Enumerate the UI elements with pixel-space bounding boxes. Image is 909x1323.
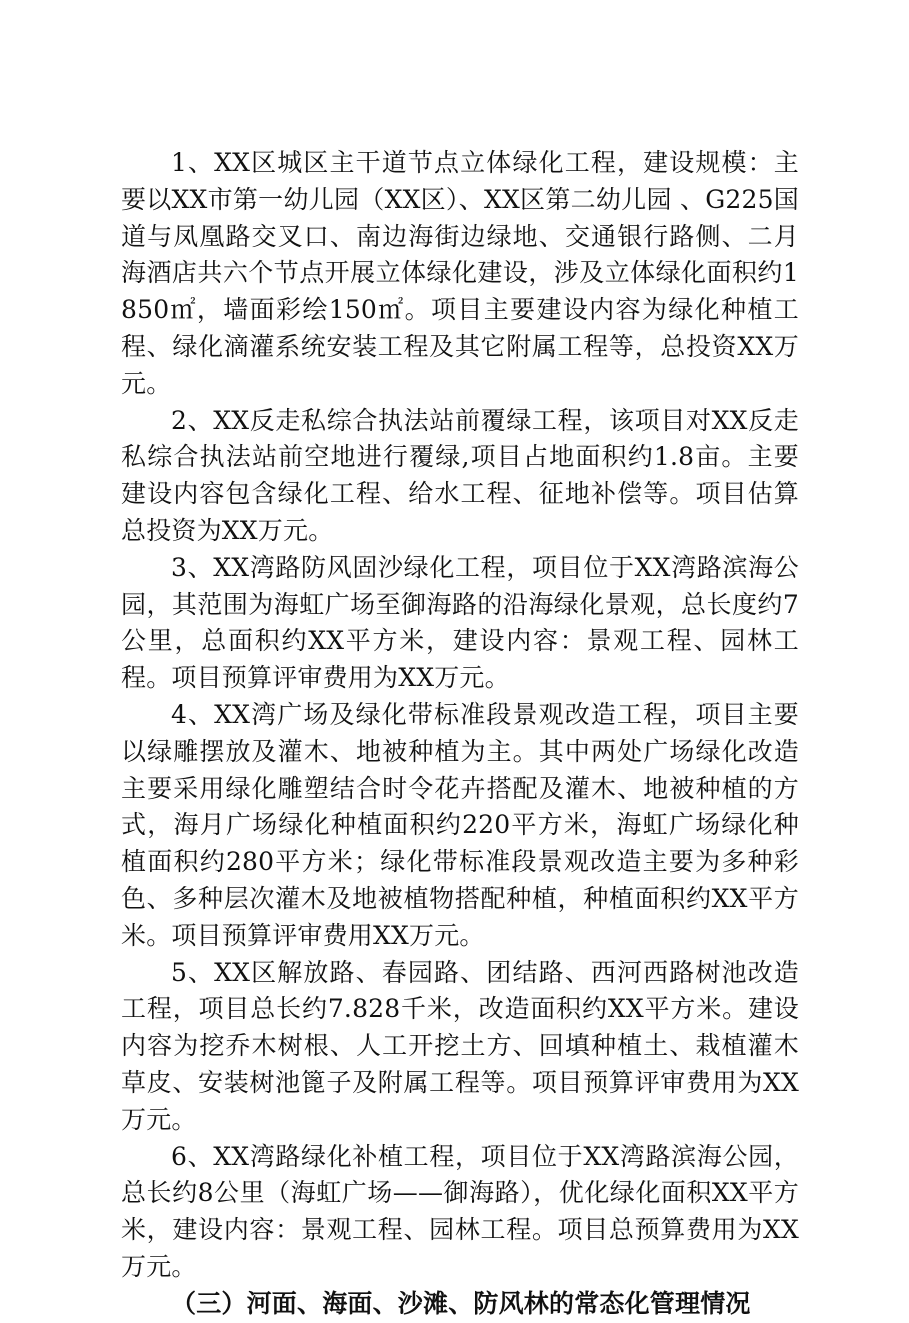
paragraph-project-3: 3、XX湾路防风固沙绿化工程，项目位于XX湾路滨海公园，其范围为海虹广场至御海路的沿海绿化景观，总长度约7公里，总面积约XX平方米，建设内容：景观工程、园林工程。项目预算评审费用为XX万元。: [121, 552, 799, 693]
paragraph-project-6: 6、XX湾路绿化补植工程，项目位于XX湾路滨海公园，总长约8公里（海虹广场——御海路），优化绿化面积XX平方米，建设内容：景观工程、园林工程。项目总预算费用为XX万元。: [121, 1141, 799, 1281]
paragraph-project-2: 2、XX反走私综合执法站前覆绿工程，该项目对XX反走私综合执法站前空地进行覆绿,项目占地面积约1.8亩。主要建设内容包含绿化工程、给水工程、征地补偿等。项目估算总投资为XX万元。: [121, 405, 799, 545]
document-body: [121, 145, 799, 1323]
paragraph-project-5: 5、XX区解放路、春园路、团结路、西河西路树池改造工程，项目总长约7.828千米，改造面积约XX平方米。建设内容为挖乔木树根、人工开挖土方、回填种植土、栽植灌木草皮、安装树池篦子及附属工程等。项目预算评审费用为XX万元。: [121, 957, 799, 1134]
section-heading: （三）河面、海面、沙滩、防风林的常态化管理情况: [171, 1288, 751, 1318]
paragraph-project-4: 4、XX湾广场及绿化带标准段景观改造工程，项目主要以绿雕摆放及灌木、地被种植为主。其中两处广场绿化改造主要采用绿化雕塑结合时令花卉搭配及灌木、地被种植的方式，海月广场绿化种植面积约220平方米，海虹广场绿化种植面积约280平方米；绿化带标准段景观改造主要为多种彩色、多种层次灌木及地被植物搭配种植，种植面积约XX平方米。项目预算评审费用XX万元。: [121, 699, 799, 950]
paragraph-project-1: 1、XX区城区主干道节点立体绿化工程，建设规模：主要以XX市第一幼儿园（XX区）、XX区第二幼儿园 、G225国道与凤凰路交叉口、南边海街边绿地、交通银行路侧、二月海酒店共六个节点开展立体绿化建设，涉及立体绿化面积约1850㎡，墙面彩绘150㎡。项目主要建设内容为绿化种植工程、绿化滴灌系统安装工程及其它附属工程等，总投资XX万元。: [121, 148, 799, 398]
